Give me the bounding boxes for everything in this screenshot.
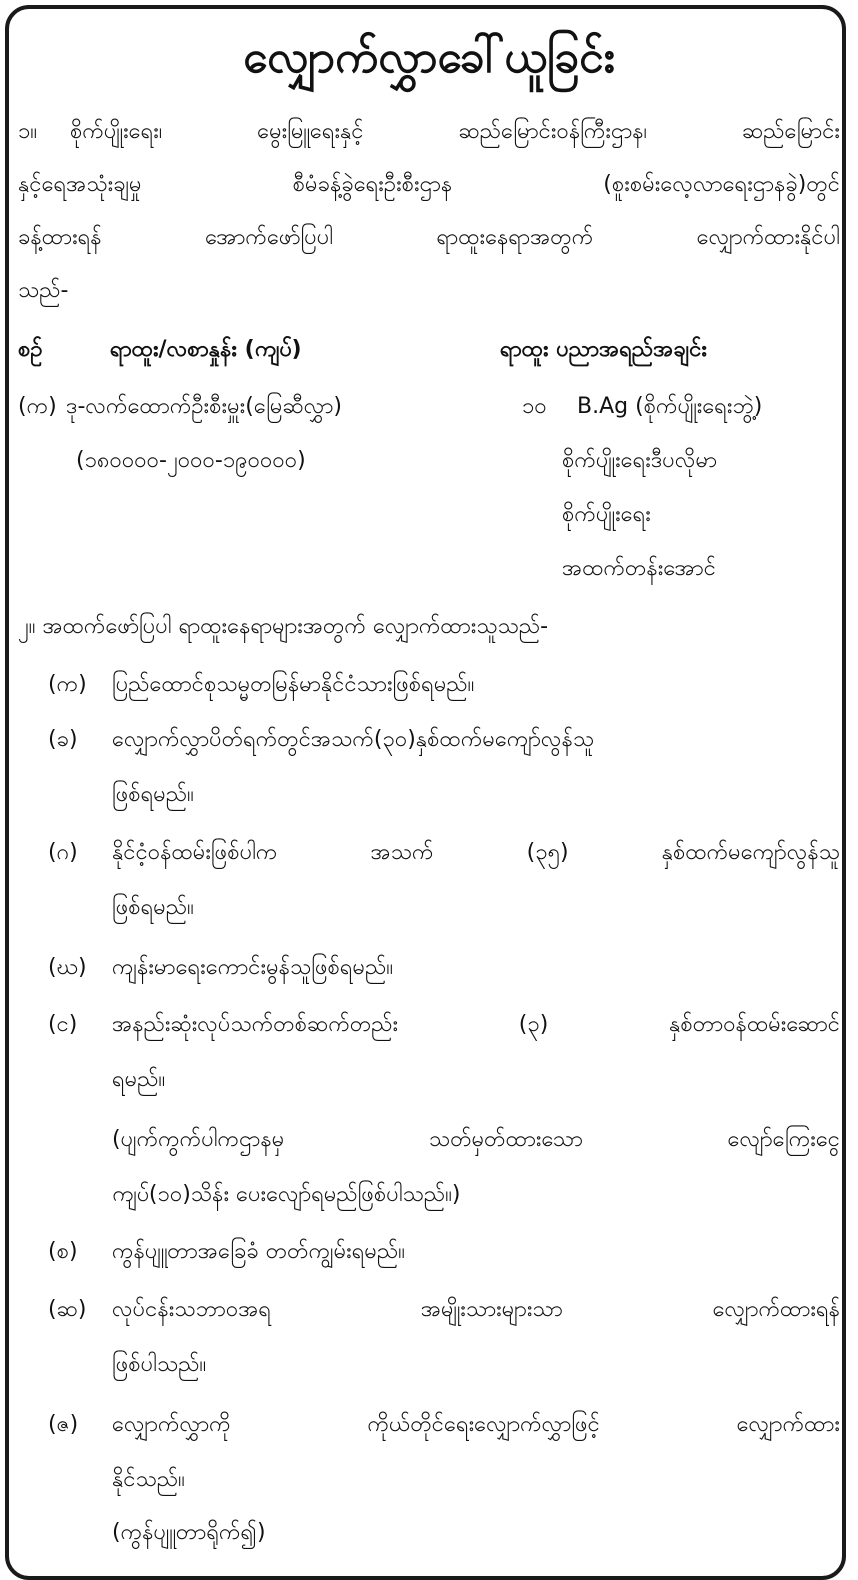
item-word: လျော်ကြေးငွေ <box>727 1127 840 1152</box>
item-word: (ပျက်ကွက်ပါကဌာနမှ <box>112 1127 285 1152</box>
item-line: (ကွန်ပျူတာရိုက်၍) <box>112 1520 266 1545</box>
item-word: နှစ်တာဝန်ထမ်းဆောင် <box>669 1012 840 1037</box>
item-line: ကျန်းမာရေးကောင်းမွန်သူဖြစ်ရမည်။ <box>112 955 394 980</box>
item-word: လျှောက်လွှာကို <box>112 1412 231 1437</box>
item-word: (၃၅) <box>526 840 569 865</box>
intro-word: သည်- <box>18 278 69 303</box>
item-line: ပြည်ထောင်စုသမ္မတမြန်မာနိုင်ငံသားဖြစ်ရမည်။ <box>112 672 475 697</box>
item-line <box>112 1125 840 1155</box>
row-salary: (၁၈၀၀၀၀-၂၀၀၀-၁၉၀၀၀၀) <box>76 448 306 473</box>
item-label: (ခ) <box>48 727 78 752</box>
intro-line-3 <box>18 223 840 253</box>
item-label: (ဆ) <box>48 1297 87 1322</box>
intro-word: စီမံခန့်ခွဲရေးဦးစီးဌာန <box>292 172 453 197</box>
item-line: နိုင်သည်။ <box>112 1467 185 1492</box>
row-no: (က) <box>18 394 57 419</box>
header-position: ရာထူး/လစာနှုန်း (ကျပ်) <box>110 337 302 362</box>
intro-word: အောက်ဖော်ပြပါ <box>205 225 334 250</box>
section2-heading: ၂။ အထက်ဖော်ပြပါ ရာထူးနေရာများအတွက် လျှောက်ထားသူသည်- <box>18 614 549 639</box>
intro-word: ဆည်မြောင်းဝန်ကြီးဌာန၊ <box>458 119 648 144</box>
item-line: ကျပ်(၁၀)သိန်း ပေးလျော်ရမည်ဖြစ်ပါသည်။) <box>112 1182 461 1207</box>
item-line: ရမည်။ <box>112 1067 166 1092</box>
intro-word: နှင့်ရေအသုံးချမှု <box>18 172 142 197</box>
header-qualification: ရာထူး ပညာအရည်အချင်း <box>500 337 707 362</box>
item-line <box>112 1010 840 1040</box>
item-word: နှစ်ထက်မကျော်လွန်သူ <box>661 840 840 865</box>
item-label: (ဂ) <box>48 840 78 865</box>
item-label: (ဃ) <box>48 955 87 980</box>
item-word: အသက် <box>370 840 434 865</box>
item-word: လုပ်ငန်းသဘာဝအရ <box>112 1297 272 1322</box>
item-word: လျှောက်ထား <box>736 1412 840 1437</box>
intro-word: ခန့်ထားရန် <box>18 225 102 250</box>
intro-word: လျှောက်ထားနိုင်ပါ <box>696 225 840 250</box>
item-word: (၃) <box>518 1012 549 1037</box>
item-word: နိုင်ငံ့ဝန်ထမ်းဖြစ်ပါက <box>112 840 278 865</box>
row-position: ဒု-လက်ထောက်ဦးစီးမှူး(မြေဆီလွှာ) <box>66 394 342 419</box>
intro-word: ဆည်မြောင်း <box>741 119 840 144</box>
row-qualification-3: စိုက်ပျိုးရေး <box>562 502 651 527</box>
intro-number: ၁။ <box>18 119 38 144</box>
item-word: လျှောက်ထားရန် <box>712 1297 840 1322</box>
row-qualification-4: အထက်တန်းအောင် <box>562 556 716 581</box>
row-count: ၁၀ <box>522 394 547 419</box>
intro-line-2 <box>18 170 840 200</box>
item-line: ဖြစ်ရမည်။ <box>112 895 194 920</box>
item-label: (စ) <box>48 1239 78 1264</box>
item-line: ဖြစ်ပါသည်။ <box>112 1352 207 1377</box>
item-line <box>112 838 840 868</box>
intro-line-1 <box>70 117 840 147</box>
notice-title: လျှောက်လွှာခေါ်ယူခြင်း <box>243 32 615 83</box>
item-line: လျှောက်လွှာပိတ်ရက်တွင်အသက်(၃၀)နှစ်ထက်မကျော်လွန်သူ <box>112 727 595 752</box>
item-line <box>112 1295 840 1325</box>
row-qualification-1: B.Ag (စိုက်ပျိုးရေးဘွဲ့) <box>577 394 763 419</box>
header-no: စဉ် <box>18 337 43 362</box>
item-label: (င) <box>48 1012 78 1037</box>
item-line <box>112 1410 840 1440</box>
item-word: အမျိုးသားများသာ <box>420 1297 563 1322</box>
item-word: သတ်မှတ်ထားသော <box>428 1127 583 1152</box>
intro-word: မွေးမြူရေးနှင့် <box>257 119 364 144</box>
item-line: ကွန်ပျူတာအခြေခံ တတ်ကျွမ်းရမည်။ <box>112 1239 405 1264</box>
intro-word: ရာထူးနေရာအတွက် <box>436 225 594 250</box>
row-qualification-2: စိုက်ပျိုးရေးဒီပလိုမာ <box>562 448 718 473</box>
item-word: အနည်းဆုံးလုပ်သက်တစ်ဆက်တည်း <box>112 1012 399 1037</box>
intro-line-4 <box>18 276 68 306</box>
item-label: (ဇ) <box>48 1412 79 1437</box>
item-word: ကိုယ်တိုင်ရေးလျှောက်လွှာဖြင့် <box>367 1412 600 1437</box>
item-label: (က) <box>48 672 87 697</box>
item-line: ဖြစ်ရမည်။ <box>112 782 194 807</box>
intro-word: စိုက်ပျိုးရေး၊ <box>70 119 163 144</box>
intro-word: (စူးစမ်းလေ့လာရေးဌာနခွဲ)တွင် <box>603 172 840 197</box>
